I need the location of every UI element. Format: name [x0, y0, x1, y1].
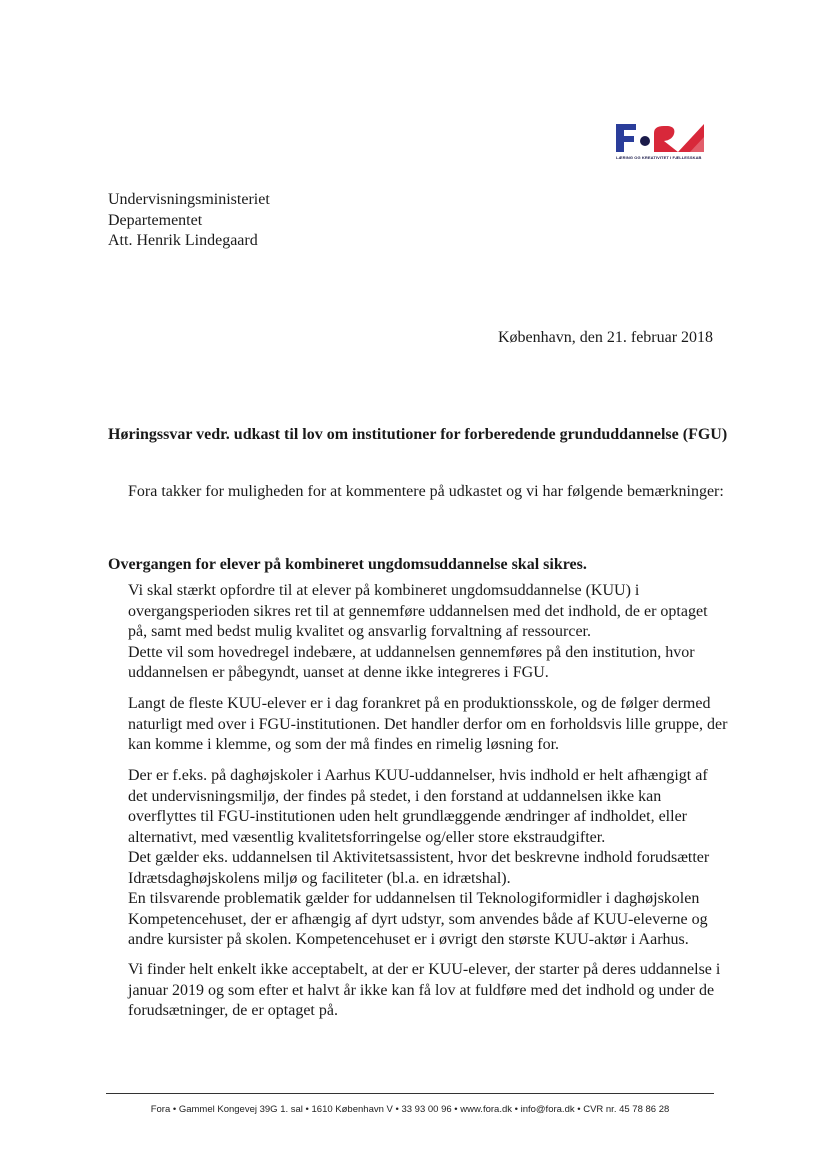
footer-contact: Fora • Gammel Kongevej 39G 1. sal • 1610 København V • 33 93 00 96 • www.fora.dk • info@fora.dk • CVR nr. 45 78 86 28: [150, 1104, 670, 1115]
section-block-2: [128, 694, 728, 756]
fora-logo: [612, 121, 712, 163]
intro-paragraph: Fora takker for muligheden for at kommentere på udkastet og vi har følgende bemærkninger:: [128, 483, 724, 500]
paragraph-teknologiformidler: En tilsvarende problematik gælder for uddannelsen til Teknologiformidler i daghøjskolen Kompetencehuset, der er afhængig af dyrt udstyr, som anvendes både af KUU-eleverne og andre kursister på skolen. Kompetencehuset er i øvrigt den største KUU-aktør i Aarhus.: [128, 890, 708, 948]
recipient-address: [108, 190, 270, 252]
paragraph-kuu-right: Vi skal stærkt opfordre til at elever på kombineret ungdomsuddannelse (KUU) i overgangsperioden sikres ret til at gennemføre uddannelsen med det indhold, de er optaget på, samt med bedst mulig kvalitet og ansvarlig forvaltning af ressourcer.: [128, 582, 708, 640]
paragraph-aktivitetsassistent: Det gælder eks. uddannelsen til Aktivitetsassistent, hvor det beskrevne indhold forudsætter Idrætsdaghøjskolens miljø og faciliteter (bl.a. en idrætshal).: [128, 849, 710, 887]
letter-heading: Høringssvar vedr. udkast til lov om institutioner for forberedende grunduddannelse (FGU): [108, 426, 728, 443]
section-title: Overgangen for elever på kombineret ungdomsuddannelse skal sikres.: [108, 556, 587, 573]
recipient-line-ministry: Undervisningsministeriet: [108, 191, 270, 208]
fora-logo-mark: [612, 121, 712, 155]
section-block-4: [128, 960, 728, 1022]
paragraph-conclusion: Vi finder helt enkelt ikke acceptabelt, at der er KUU-elever, der starter på deres uddannelse i januar 2019 og som efter et halvt år ikke kan få lov at fuldføre med det indhold og under de forudsætninger, de er optaget på.: [128, 961, 721, 1019]
section-block-1: [128, 581, 728, 684]
letter-date: København, den 21. februar 2018: [498, 329, 714, 346]
footer-divider: [106, 1093, 714, 1094]
recipient-line-department: Departementet: [108, 211, 203, 229]
paragraph-main-rule: Dette vil som hovedregel indebære, at uddannelsen gennemføres på den institution, hvor uddannelsen er påbegyndt, uanset at denne ikke integreres i FGU.: [128, 643, 695, 681]
paragraph-production-school: Langt de fleste KUU-elever er i dag forankret på en produktionsskole, og de følger dermed naturligt med over i FGU-institutionen. Det handler derfor om en forholdsvis lille gruppe, der kan komme i klemme, og som der må findes en rimelig løsning for.: [128, 695, 728, 753]
logo-tagline: LÆRING OG KREATIVITET I FÆLLESSKAB: [616, 155, 702, 160]
section-block-3: [128, 766, 728, 951]
recipient-line-attention: Att. Henrik Lindegaard: [108, 232, 258, 249]
paragraph-daghojskoler: Der er f.eks. på daghøjskoler i Aarhus KUU-uddannelser, hvis indhold er helt afhængigt af det undervisningsmiljø, der findes på stedet, i den forstand at uddannelsen ikke kan overflyttes til FGU-institutionen uden helt grundlæggende ændringer af indholdet, eller alternativt, med væsentlig kvalitetsforringelse og/eller store ekstraudgifter.: [128, 767, 708, 846]
